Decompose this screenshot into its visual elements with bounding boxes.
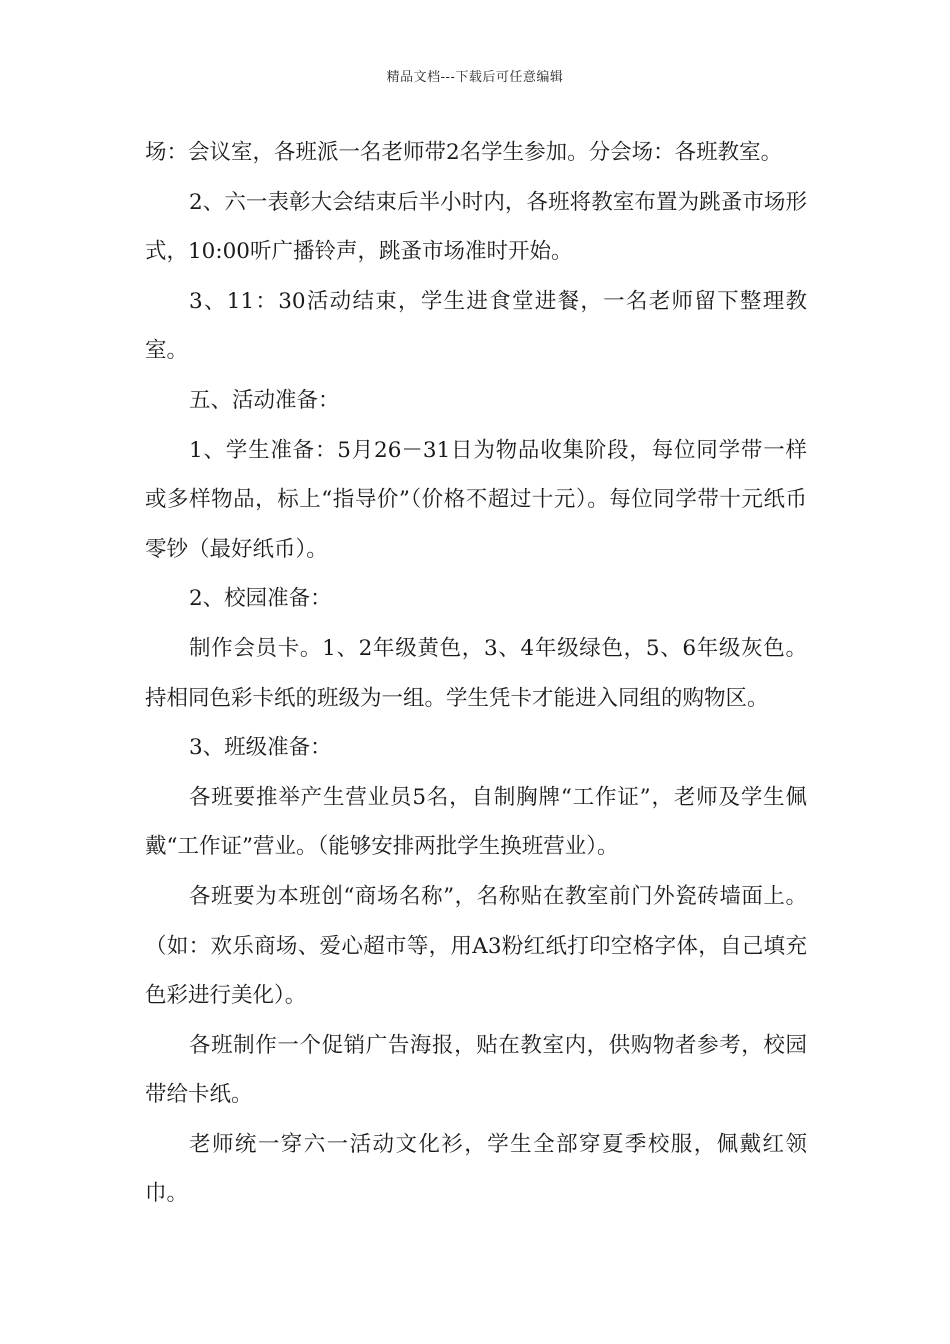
section-heading-preparation: 五、活动准备： — [189, 387, 340, 413]
page-header: 精品文档---下载后可任意编辑 — [386, 70, 564, 85]
paragraph-item-2-flea-market: 2、六一表彰大会结束后半小时内，各班将教室布置为跳蚤市场形式，10:00听广播铃声，跳蚤市场准时开始。 — [145, 189, 807, 265]
paragraph-member-cards: 制作会员卡。1、2年级黄色，3、4年级绿色，5、6年级灰色。持相同色彩卡纸的班级为一组。学生凭卡才能进入同组的购物区。 — [145, 635, 807, 711]
paragraph-sales-staff: 各班要推举产生营业员5名，自制胸牌“工作证”，老师及学生佩戴“工作证”营业。（能够安排两批学生换班营业）。 — [145, 784, 807, 860]
paragraph-student-preparation: 1、学生准备：5月26－31日为物品收集阶段，每位同学带一样或多样物品，标上“指导价”（价格不超过十元）。每位同学带十元纸币零钞（最好纸币）。 — [145, 437, 807, 562]
paragraph-venue: 场：会议室，各班派一名老师带2名学生参加。分会场：各班教室。 — [145, 140, 783, 165]
subheading-campus-preparation: 2、校园准备： — [189, 586, 332, 612]
document-body — [145, 128, 807, 1219]
paragraph-item-3-activity-end: 3、11：30活动结束，学生进食堂进餐，一名老师留下整理教室。 — [145, 288, 807, 364]
paragraph-store-name: 各班要为本班创“商场名称”，名称贴在教室前门外瓷砖墙面上。（如：欢乐商场、爱心超市等，用A3粉红纸打印空格字体，自己填充色彩进行美化）。 — [145, 883, 807, 1009]
paragraph-poster: 各班制作一个促销广告海报，贴在教室内，供购物者参考，校园带给卡纸。 — [145, 1032, 807, 1108]
paragraph-dress-code: 老师统一穿六一活动文化衫，学生全部穿夏季校服，佩戴红领巾。 — [145, 1131, 807, 1207]
subheading-class-preparation: 3、班级准备： — [189, 735, 332, 761]
